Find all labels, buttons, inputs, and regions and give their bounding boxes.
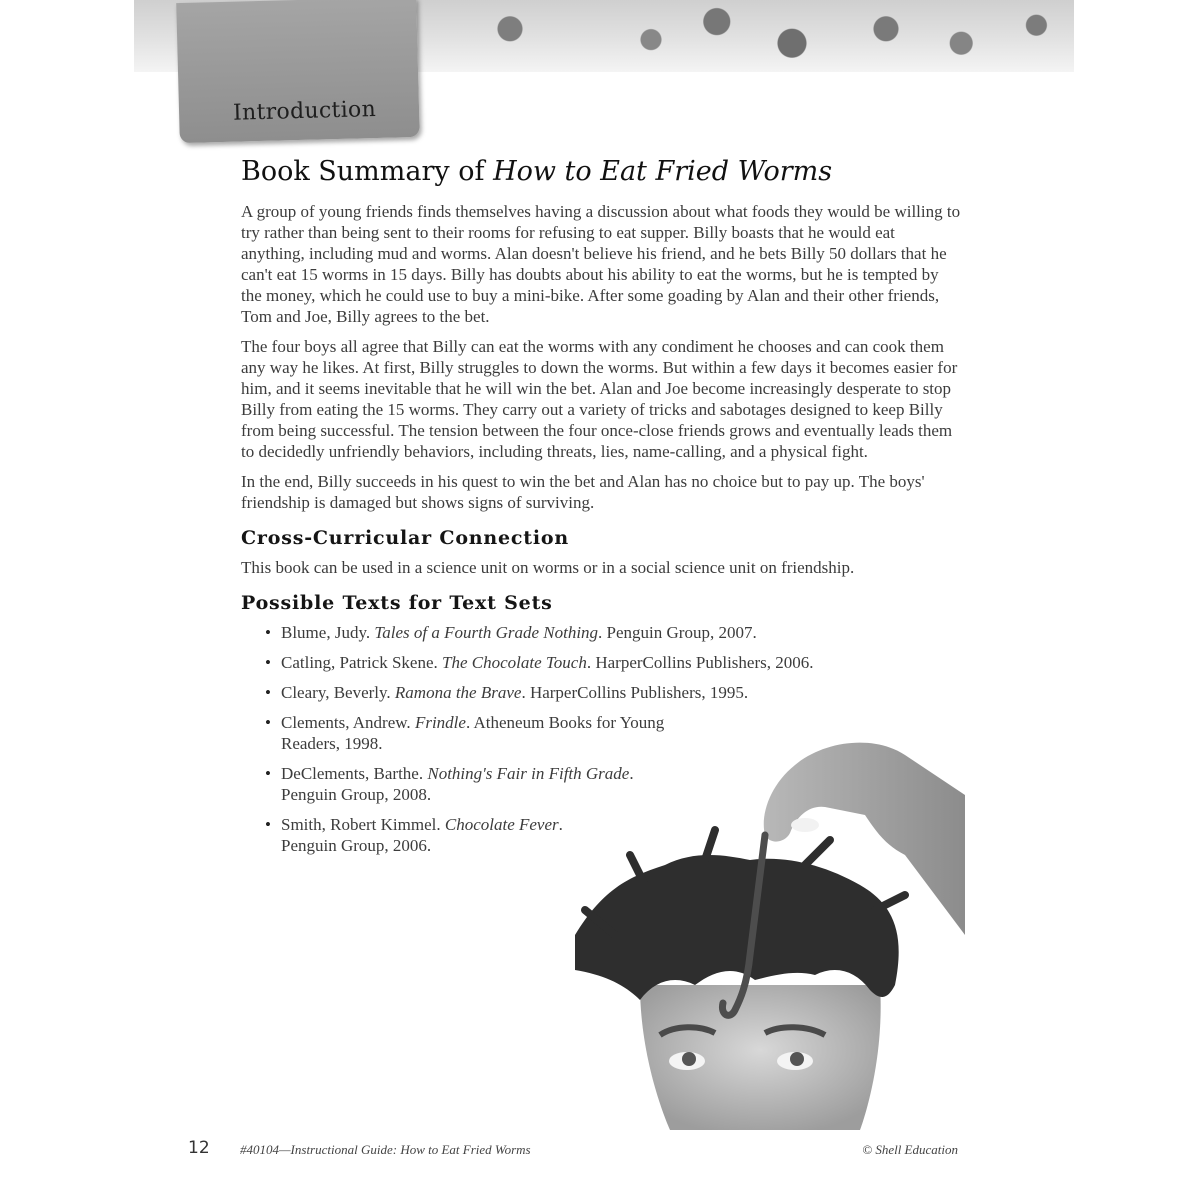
text-set-author: Clements, Andrew. (281, 713, 415, 732)
text-set-title: Chocolate Fever (444, 815, 559, 834)
text-set-title: Nothing's Fair in Fifth Grade (427, 764, 630, 783)
text-set-item (265, 814, 611, 856)
summary-paragraph-1: A group of young friends finds themselves having a discussion about what foods they would be willing to try rather than being sent to their rooms for refusing to eat supper. Billy boasts that he would eat anything, including mud and worms. Alan doesn't believe his friend, and he bets Billy 50 dollars that he can't eat 15 worms in 15 days. Billy has doubts about his ability to eat the worms, but he is tempted by the money, which he could use to buy a mini-bike. After some goading by Alan and their other friends, Tom and Joe, Billy agrees to the bet. (241, 202, 961, 326)
text-set-publisher: . HarperCollins Publishers, 2006. (586, 653, 814, 672)
text-set-title: The Chocolate Touch (442, 653, 587, 672)
text-set-author: Cleary, Beverly. (281, 683, 395, 702)
page-number: 12 (188, 1138, 210, 1158)
text-set-author: DeClements, Barthe. (281, 764, 428, 783)
section-tab (176, 0, 420, 143)
book-title: How to Eat Fried Worms (493, 156, 833, 187)
text-set-author: Catling, Patrick Skene. (281, 653, 443, 672)
summary-paragraph-3: In the end, Billy succeeds in his quest to win the bet and Alan has no choice but to pay up. The boys' friendship is damaged but shows signs of surviving. (241, 472, 925, 512)
text-set-publisher: . Penguin Group, 2008. (281, 764, 634, 804)
text-set-publisher: . Penguin Group, 2007. (598, 623, 757, 642)
page-footer (188, 1138, 958, 1164)
footer-title: #40104—Instructional Guide: How to Eat Fried Worms (240, 1142, 531, 1157)
text-set-author: Blume, Judy. (281, 623, 375, 642)
text-sets-heading: Possible Texts for Text Sets (241, 592, 553, 614)
page-title (241, 156, 961, 187)
text-set-publisher: . Atheneum Books for Young Readers, 1998. (281, 713, 665, 753)
text-set-author: Smith, Robert Kimmel. (281, 815, 445, 834)
footer-copyright: © Shell Education (862, 1142, 958, 1157)
text-set-publisher: . Penguin Group, 2006. (281, 815, 563, 855)
cross-curricular-text: This book can be used in a science unit on worms or in a social science unit on friendship. (241, 558, 855, 577)
boy-with-worm-photo (575, 735, 965, 1130)
text-set-item (265, 652, 881, 673)
cross-curricular-heading: Cross-Curricular Connection (241, 527, 569, 549)
page-title-prefix: Book Summary of (241, 156, 494, 187)
text-set-title: Tales of a Fourth Grade Nothing (374, 623, 599, 642)
text-set-item (265, 682, 761, 703)
summary-paragraph-2: The four boys all agree that Billy can eat the worms with any condiment he chooses and can cook them any way he likes. At first, Billy struggles to down the worms. But within a few days it becomes easier for him, and it seems inevitable that he will win the bet. Alan and Joe become increasingly desperate to stop Billy from eating the 15 worms. They carry out a variety of tricks and sabotages designed to keep Billy from being successful. The tension between the four once-close friends grows and eventually leads them to decidedly unfriendly behaviors, including threats, lies, name-calling, and a physical fight. (241, 337, 958, 461)
text-set-title: Ramona the Brave (394, 683, 522, 702)
text-set-item (265, 622, 801, 643)
section-tab-label: Introduction (232, 96, 377, 126)
text-set-title: Frindle (414, 713, 466, 732)
text-set-publisher: . HarperCollins Publishers, 1995. (521, 683, 749, 702)
